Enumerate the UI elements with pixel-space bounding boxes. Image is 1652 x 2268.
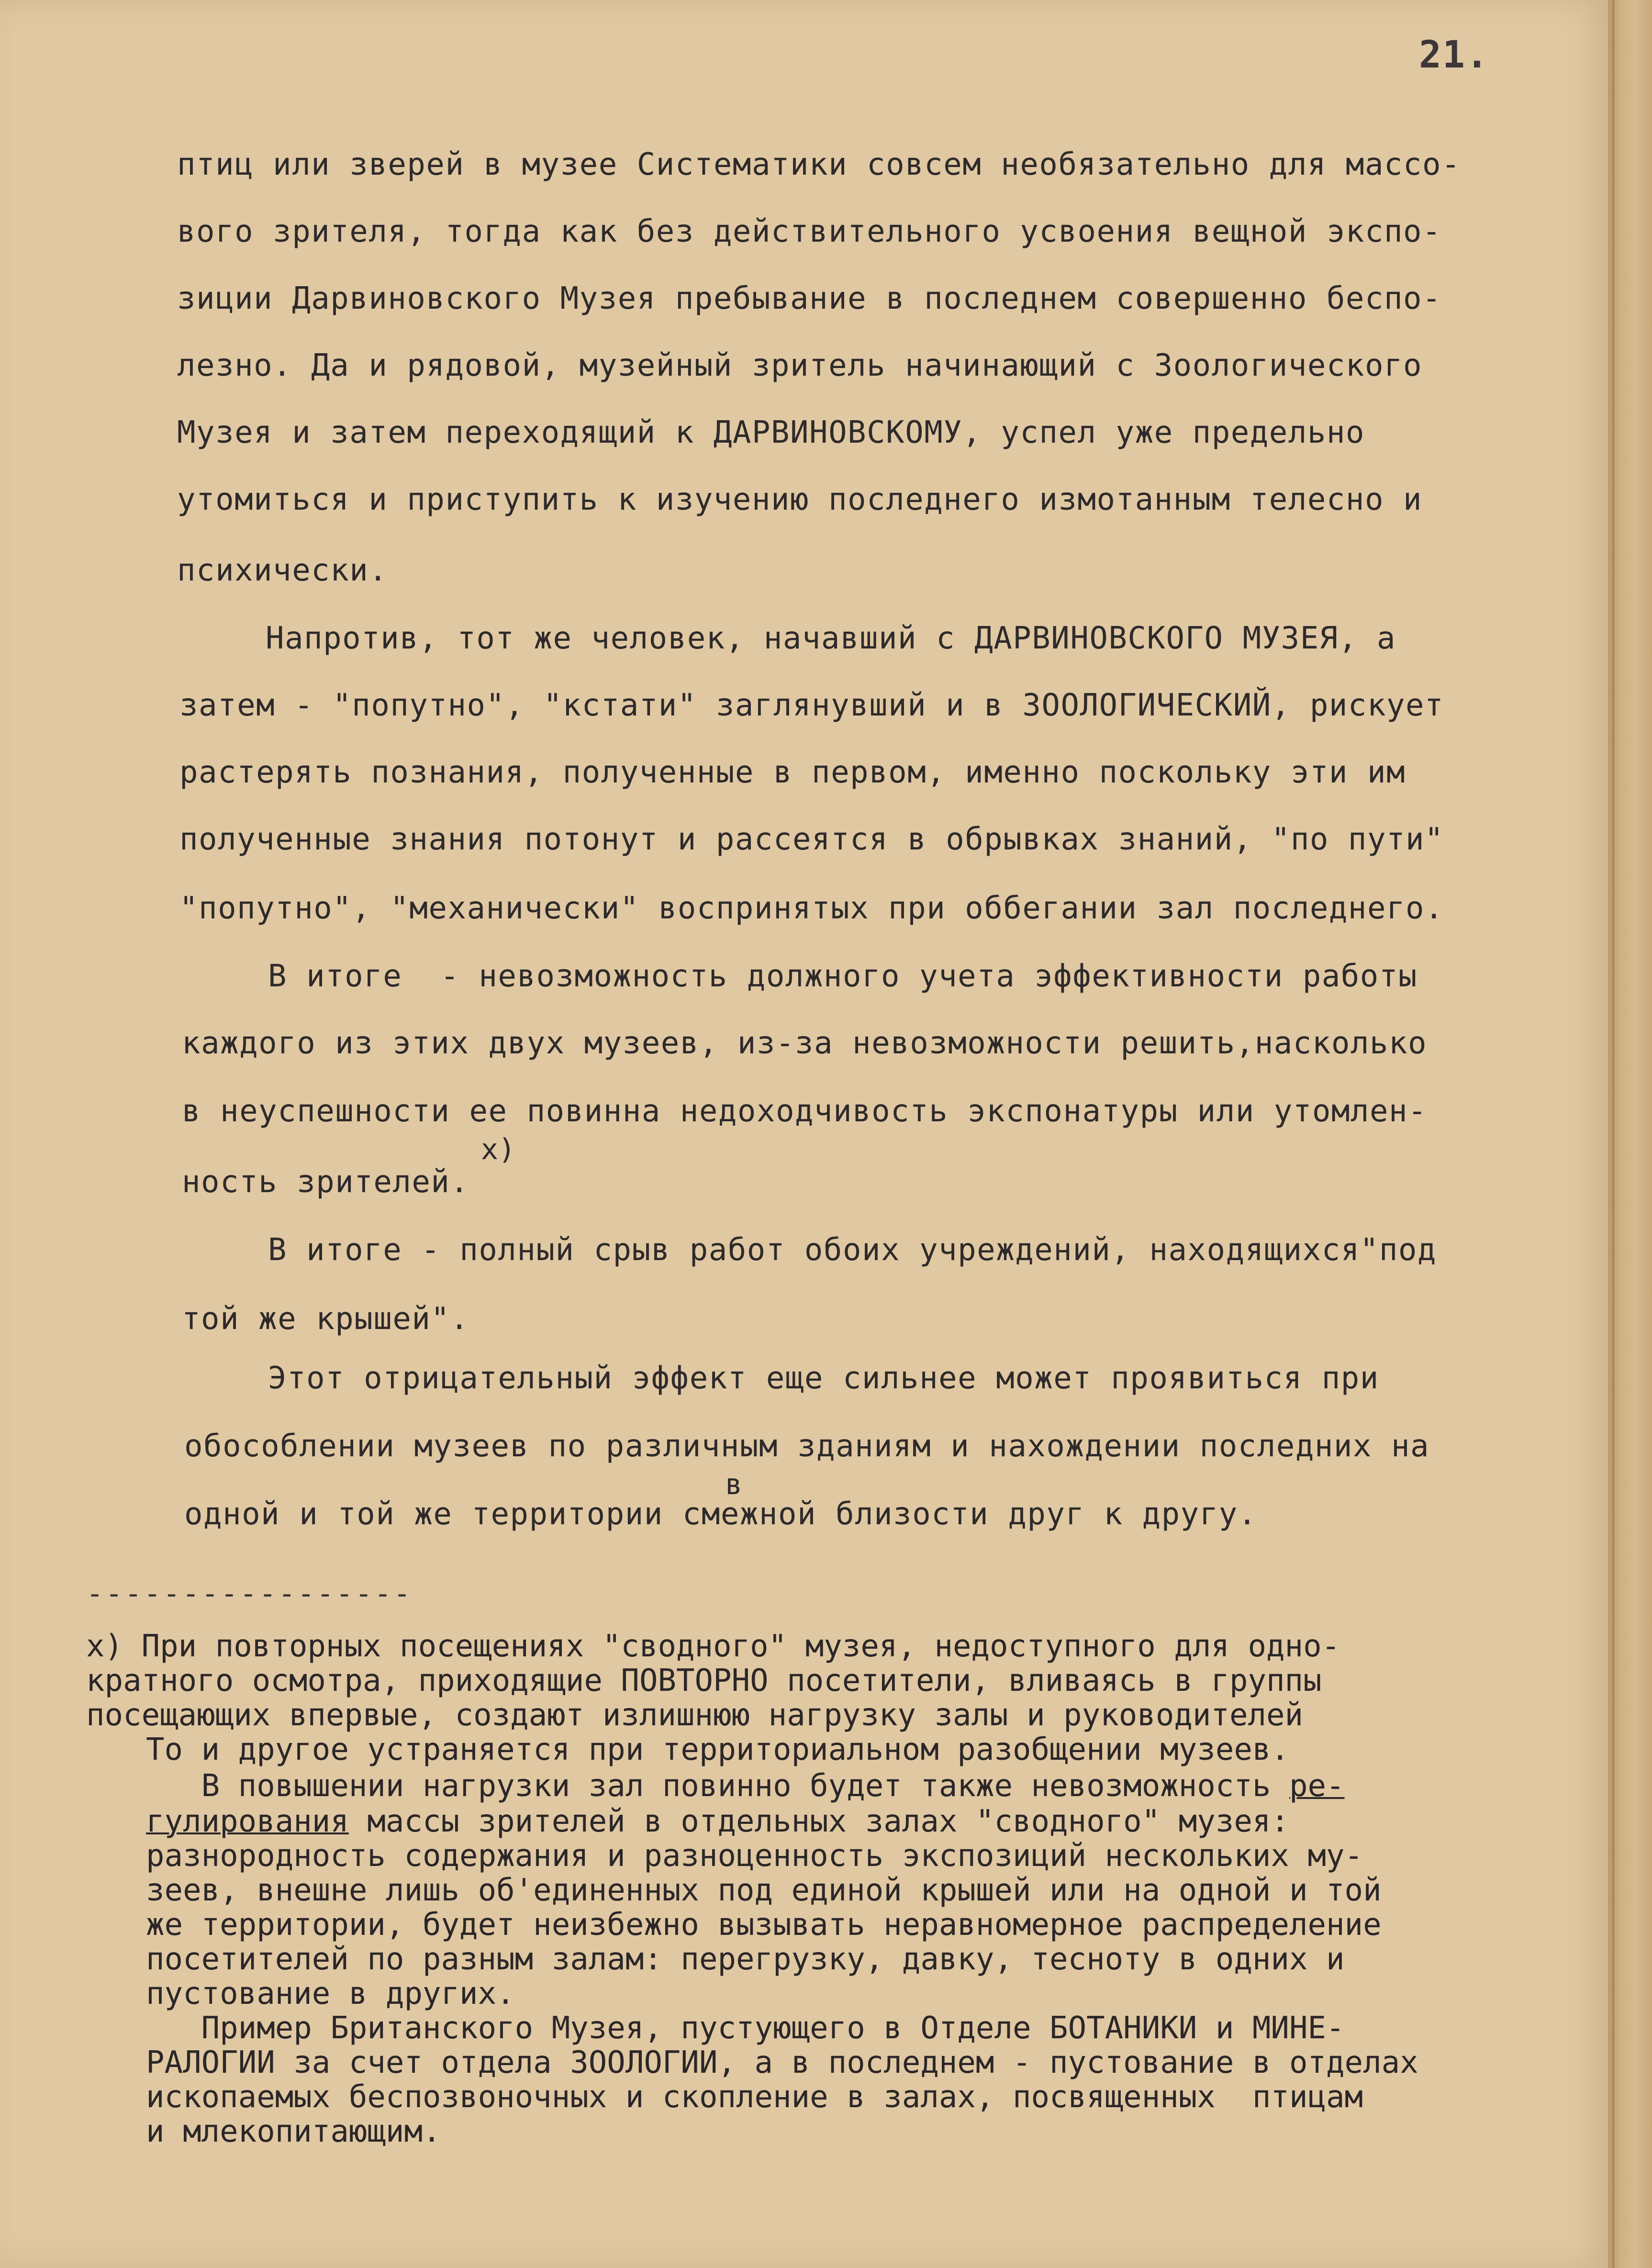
text-line: Напротив, тот же человек, начавший с ДАРВИНОВСКОГО МУЗЕЯ, а (266, 621, 1396, 656)
underlined-hyphenation: ре- (1289, 1768, 1345, 1804)
text-line: психически. (177, 553, 388, 588)
footnote-line: и млекопитающим. (146, 2114, 441, 2149)
page-number: 21. (1419, 34, 1489, 77)
text-line: "попутно", "механически" воспринятых при оббегании зал последнего. (179, 891, 1444, 926)
text-line: в неуспешности ее повинна недоходчивость экспонатуры или утомлен- (182, 1094, 1428, 1129)
footnote-separator: ----------------- (86, 1577, 413, 1610)
footnote-line: разнородность содержания и разноценность экспозиций нескольких му- (146, 1838, 1363, 1874)
footnote-text: В повышении нагрузки зал повинно будет также невозможность (146, 1768, 1289, 1804)
struck-word: гулирования (146, 1804, 349, 1839)
text-line: одной и той же территории смежной близости друг к другу. (184, 1497, 1257, 1532)
footnote-line: зеев, внешне лишь об'единенных под единой крышей или на одной и той (146, 1873, 1382, 1908)
text-line: Музея и затем переходящий к ДАРВИНОВСКОМУ, успел уже предельно (177, 415, 1365, 450)
footnote-line (146, 1806, 1289, 1837)
footnote-line: ископаемых беспозвоночных и скопление в залах, посвященных птицам (146, 2079, 1363, 2115)
text-line: В итоге - невозможность должного учета эффективности работы (268, 959, 1418, 994)
footnote-line: x) При повторных посещениях "сводного" музея, недоступного для одно- (86, 1629, 1340, 1664)
text-line: вого зрителя, тогда как без действительного усвоения вещной экспо- (177, 214, 1442, 249)
text-line: утомиться и приступить к изучению последнего измотанным телесно и (177, 482, 1423, 517)
text-line: В итоге - полный срыв работ обоих учреждений, находящихся"под (268, 1232, 1437, 1268)
text-line: полученные знания потонут и рассеятся в обрывках знаний, "по пути" (179, 822, 1444, 857)
text-line: растерять познания, полученные в первом, именно поскольку эти им (179, 755, 1406, 790)
footnote-line: РАЛОГИИ за счет отдела ЗООЛОГИИ, а в последнем - пустование в отделах (146, 2045, 1418, 2080)
footnote-line: посетителей по разным залам: перегрузку, давку, тесноту в одних и (146, 1942, 1345, 1977)
footnote-line: Пример Британского Музея, пустующего в Отделе БОТАНИКИ и МИНЕ- (146, 2011, 1345, 2046)
footnote-text: массы зрителей в отдельных залах "сводного" музея: (348, 1804, 1289, 1839)
text-line: затем - "попутно", "кстати" заглянувший и в ЗООЛОГИЧЕСКИЙ, рискует (179, 688, 1444, 723)
text-line: каждого из этих двух музеев, из-за невозможности решить,насколько (182, 1026, 1428, 1061)
insertion-mark: в (725, 1468, 743, 1501)
text-line: лезно. Да и рядовой, музейный зритель начинающий с Зоологического (177, 348, 1423, 383)
binding-fold (1612, 0, 1615, 2268)
text-line: зиции Дарвиновского Музея пребывание в последнем совершенно беспо- (177, 281, 1442, 316)
text-line: обособлении музеев по различным зданиям и нахождении последних на (184, 1429, 1430, 1464)
footnote-line: кратного осмотра, приходящие ПОВТОРНО посетители, вливаясь в группы (86, 1663, 1322, 1698)
text-line: ность зрителей. (182, 1164, 469, 1200)
footnote-marker: x) (481, 1133, 516, 1166)
footnote-line: же территории, будет неизбежно вызывать неравномерное распределение (146, 1907, 1382, 1943)
footnote-line: То и другое устраняется при территориальном разобщении музеев. (146, 1732, 1289, 1767)
footnote-line (146, 1768, 1345, 1804)
text-line: Этот отрицательный эффект еще сильнее может проявиться при (268, 1361, 1379, 1396)
footnote-line: посещающих впервые, создают излишнюю нагрузку залы и руководителей (86, 1698, 1304, 1733)
page-edge (1608, 0, 1652, 2268)
text-line: птиц или зверей в музее Систематики совсем необязательно для массо- (177, 147, 1461, 182)
text-line: той же крышей". (182, 1301, 469, 1337)
footnote-line: пустование в других. (146, 1976, 515, 2011)
